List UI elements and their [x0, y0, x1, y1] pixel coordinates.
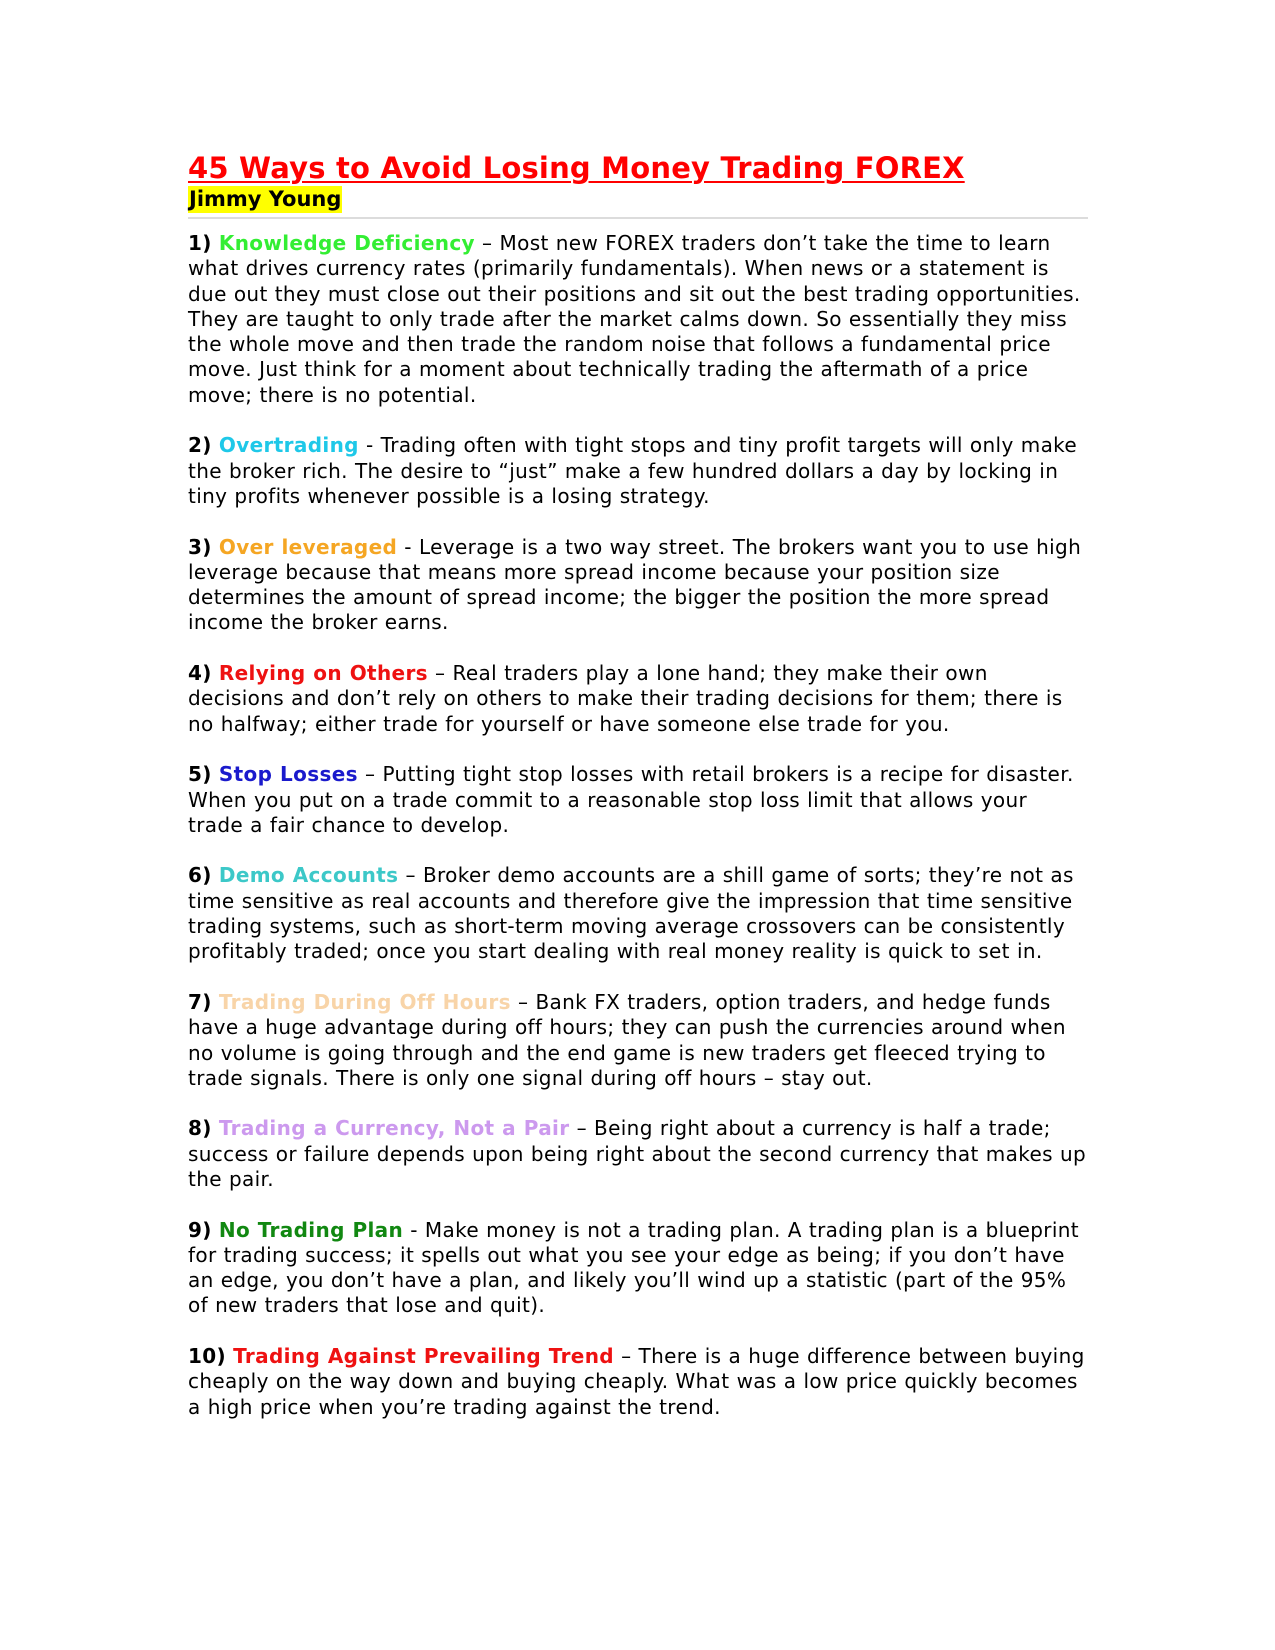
item-text: – Broker demo accounts are a shill game of sorts; they’re not as time sensitive as real accounts and therefore give the impression that time sensitive trading systems, such as short-term moving average crossovers can be consistently profitably traded; once you start dealing with real money reality is quick to set in. [188, 863, 1074, 964]
item-text: – Real traders play a lone hand; they make their own decisions and don’t rely on others to make their trading decisions for them; there is no halfway; either trade for yourself or have someone else trade for you. [188, 661, 1063, 736]
item-number: 6) [188, 863, 212, 888]
item-heading: Trading During Off Hours [218, 989, 511, 1014]
item-number: 5) [188, 762, 212, 787]
item-text: - Trading often with tight stops and tiny profit targets will only make the broker rich. The desire to “just” make a few hundred dollars a day by locking in tiny profits whenever possible is a losing strategy. [188, 433, 1078, 508]
list-item [188, 1344, 1088, 1420]
document-author: Jimmy Young [189, 187, 342, 211]
list-item [188, 231, 1088, 408]
item-number: 9) [188, 1217, 212, 1242]
item-text: – There is a huge difference between buying cheaply on the way down and buying cheaply. What was a low price quickly becomes a high price when you’re trading against the trend. [188, 1344, 1085, 1419]
item-heading: Over leveraged [218, 534, 398, 559]
list-item [188, 1116, 1088, 1192]
item-number: 8) [188, 1116, 212, 1141]
title-divider [188, 217, 1088, 219]
item-text: – Most new FOREX traders don’t take the time to learn what drives currency rates (primarily fundamentals). When news or a statement is due out they must close out their positions and sit out the best trading opportunities. They are taught to only trade after the market calms down. So essentially they miss the whole move and then trade the random noise that follows a fundamental price move. Just think for a moment about technically trading the aftermath of a price move; there is no potential. [188, 231, 1081, 407]
item-heading: No Trading Plan [218, 1217, 404, 1242]
list-item [188, 535, 1088, 636]
item-number: 10) [188, 1344, 227, 1369]
item-text: – Putting tight stop losses with retail brokers is a recipe for disaster. When you put on a trade commit to a reasonable stop loss limit that allows your trade a fair chance to develop. [188, 762, 1074, 837]
document-title: 45 Ways to Avoid Losing Money Trading FOREX [188, 151, 965, 185]
item-number: 2) [188, 433, 212, 458]
list-item [188, 990, 1088, 1091]
list-item [188, 1218, 1088, 1319]
item-text: - Make money is not a trading plan. A trading plan is a blueprint for trading success; it spells out what you see your edge as being; if you don’t have an edge, you don’t have a plan, and likely you’ll wind up a statistic (part of the 95% of new traders that lose and quit). [188, 1217, 1079, 1318]
item-heading: Trading Against Prevailing Trend [233, 1344, 614, 1369]
list-item [188, 661, 1088, 737]
item-heading: Knowledge Deficiency [218, 231, 475, 255]
item-heading: Overtrading [218, 433, 359, 458]
document-page [188, 150, 1088, 1445]
item-heading: Trading a Currency, Not a Pair [218, 1116, 570, 1141]
item-number: 4) [188, 661, 212, 686]
item-text: - Leverage is a two way street. The brokers want you to use high leverage because that means more spread income because your position size determines the amount of spread income; the bigger the position the more spread income the broker earns. [188, 534, 1082, 635]
item-text: – Bank FX traders, option traders, and hedge funds have a huge advantage during off hours; they can push the currencies around when no volume is going through and the end game is new traders get fleeced trying to trade signals. There is only one signal during off hours – stay out. [188, 989, 1066, 1090]
item-heading: Demo Accounts [218, 863, 399, 888]
list-item [188, 433, 1088, 509]
list-item [188, 762, 1088, 838]
item-number: 1) [188, 231, 212, 255]
item-heading: Stop Losses [218, 762, 358, 787]
item-heading: Relying on Others [218, 661, 428, 686]
list-item [188, 863, 1088, 964]
item-list [188, 231, 1088, 1420]
item-text: – Being right about a currency is half a trade; success or failure depends upon being right about the second currency that makes up the pair. [188, 1116, 1087, 1191]
item-number: 3) [188, 534, 212, 559]
item-number: 7) [188, 989, 212, 1014]
